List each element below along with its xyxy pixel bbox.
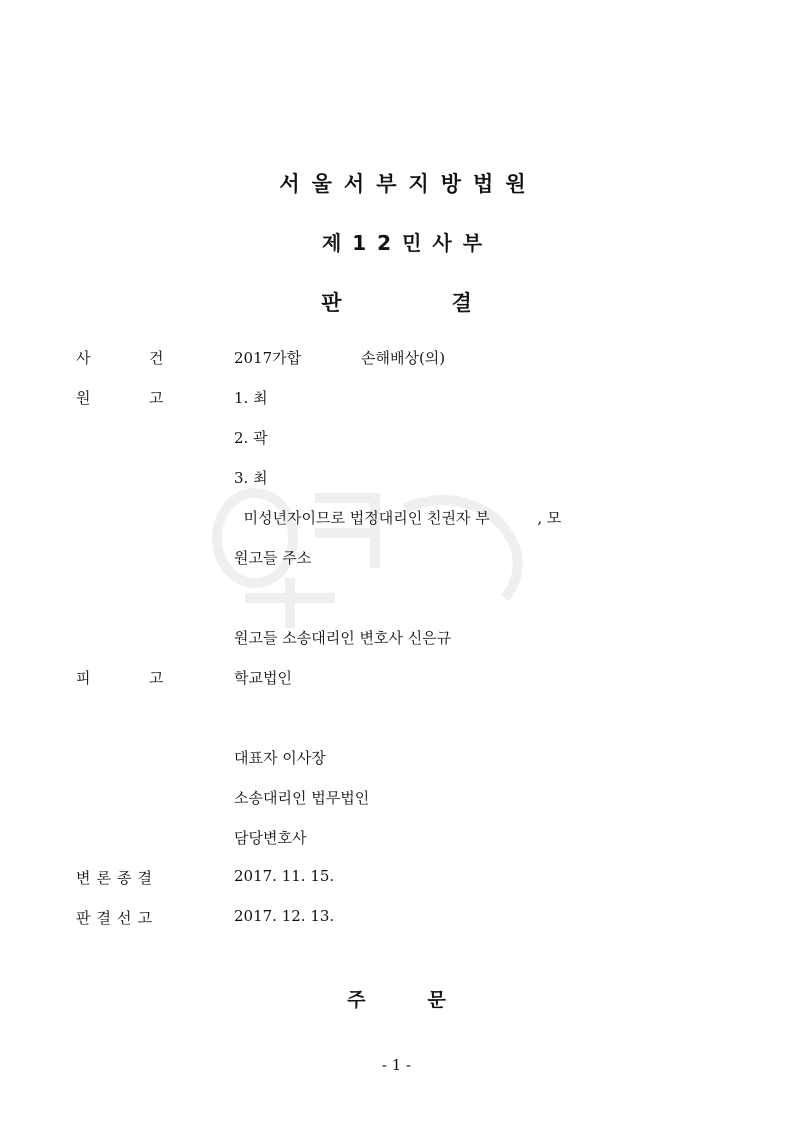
defendant-label-right: 고 (149, 669, 164, 687)
plaintiff-line: 3. 최 (234, 469, 268, 487)
case-label-left: 사 (76, 349, 91, 367)
page-number: - 1 - (381, 1056, 412, 1074)
document-title-left: 판 (321, 291, 342, 315)
document-title (0, 287, 793, 317)
defendant-representative: 대표자 이사장 (234, 749, 326, 767)
defendant-label-left: 피 (76, 669, 91, 687)
order-heading-left: 주 (347, 989, 366, 1011)
plaintiff-label-left: 원 (76, 389, 91, 407)
case-number: 2017가합 (234, 349, 302, 367)
plaintiff-line: 2. 곽 (234, 429, 268, 447)
defendant-counsel-row (0, 787, 793, 811)
document-title-right: 결 (451, 291, 472, 315)
plaintiff-line: 1. 최 (234, 389, 268, 407)
closing-row (0, 867, 793, 891)
closing-label: 변론종결 (76, 869, 158, 887)
defendant-representative-row (0, 747, 793, 771)
order-heading-right: 문 (427, 989, 446, 1011)
defendant-counsel: 소송대리인 법무법인 (234, 789, 370, 807)
plaintiff-attorney-row (0, 627, 793, 651)
plaintiff-guardian-row (0, 507, 793, 531)
plaintiff-row (0, 467, 793, 491)
case-name: 손해배상(의) (361, 349, 446, 367)
defendant-attorney-row (0, 827, 793, 851)
sentence-row (0, 907, 793, 931)
plaintiff-row (0, 387, 793, 411)
order-heading (0, 985, 793, 1012)
closing-date: 2017. 11. 15. (234, 867, 335, 885)
plaintiff-row (0, 427, 793, 451)
plaintiff-address: 원고들 주소 (234, 549, 312, 567)
plaintiff-guardian-line: 미성년자이므로 법정대리인 친권자 부 , 모 (234, 509, 562, 527)
case-row (0, 347, 793, 371)
court-name: 서울서부지방법원 (279, 172, 538, 196)
plaintiff-address-row (0, 547, 793, 571)
plaintiff-label-right: 고 (149, 389, 164, 407)
plaintiff-attorney: 원고들 소송대리인 변호사 신은규 (234, 629, 452, 647)
defendant-attorney: 담당변호사 (234, 829, 307, 847)
division-name: 제12민사부 (321, 231, 494, 255)
defendant-name: 학교법인 (234, 669, 292, 687)
sentence-label: 판결선고 (76, 909, 158, 927)
sentence-date: 2017. 12. 13. (234, 907, 335, 925)
case-label-right: 건 (149, 349, 164, 367)
defendant-row (0, 667, 793, 691)
